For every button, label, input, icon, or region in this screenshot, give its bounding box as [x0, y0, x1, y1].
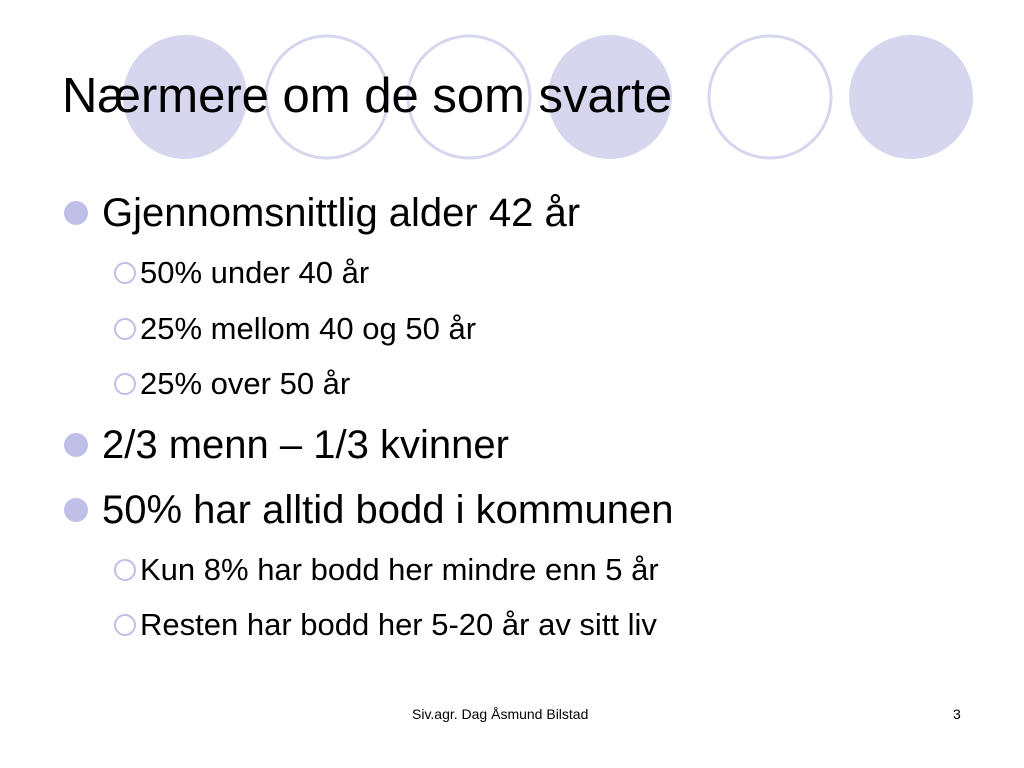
bullet-text: 25% mellom 40 og 50 år: [140, 311, 477, 346]
bullet-level-2: [114, 251, 369, 295]
bullet-text: 25% over 50 år: [140, 366, 351, 401]
filled-bullet-icon: [64, 433, 88, 457]
ring-bullet-icon: [114, 614, 136, 636]
ring-bullet-icon: [114, 559, 136, 581]
bullet-level-2: [114, 548, 659, 592]
page-number: 3: [953, 706, 961, 722]
bullet-level-2: [114, 362, 350, 406]
ring-bullet-icon: [114, 262, 136, 284]
bullet-level-2: [114, 307, 476, 351]
bullet-level-1: [64, 186, 580, 240]
slide-title: Nærmere om de som svarte: [62, 69, 672, 123]
footer-author: Siv.agr. Dag Åsmund Bilstad: [412, 706, 589, 722]
bullet-text: Gjennomsnittlig alder 42 år: [102, 191, 581, 235]
filled-bullet-icon: [64, 498, 88, 522]
ring-bullet-icon: [114, 373, 136, 395]
bullet-text: Resten har bodd her 5-20 år av sitt liv: [140, 607, 657, 642]
bullet-text: Kun 8% har bodd her mindre enn 5 år: [140, 552, 659, 587]
bullet-level-1: [64, 418, 509, 472]
bullet-list: [64, 0, 1004, 700]
bullet-level-2: [114, 603, 657, 647]
bullet-level-1: [64, 483, 673, 537]
bullet-text: 2/3 menn – 1/3 kvinner: [102, 423, 509, 467]
bullet-text: 50% under 40 år: [140, 255, 370, 290]
filled-bullet-icon: [64, 201, 88, 225]
ring-bullet-icon: [114, 318, 136, 340]
bullet-text: 50% har alltid bodd i kommunen: [102, 488, 674, 532]
